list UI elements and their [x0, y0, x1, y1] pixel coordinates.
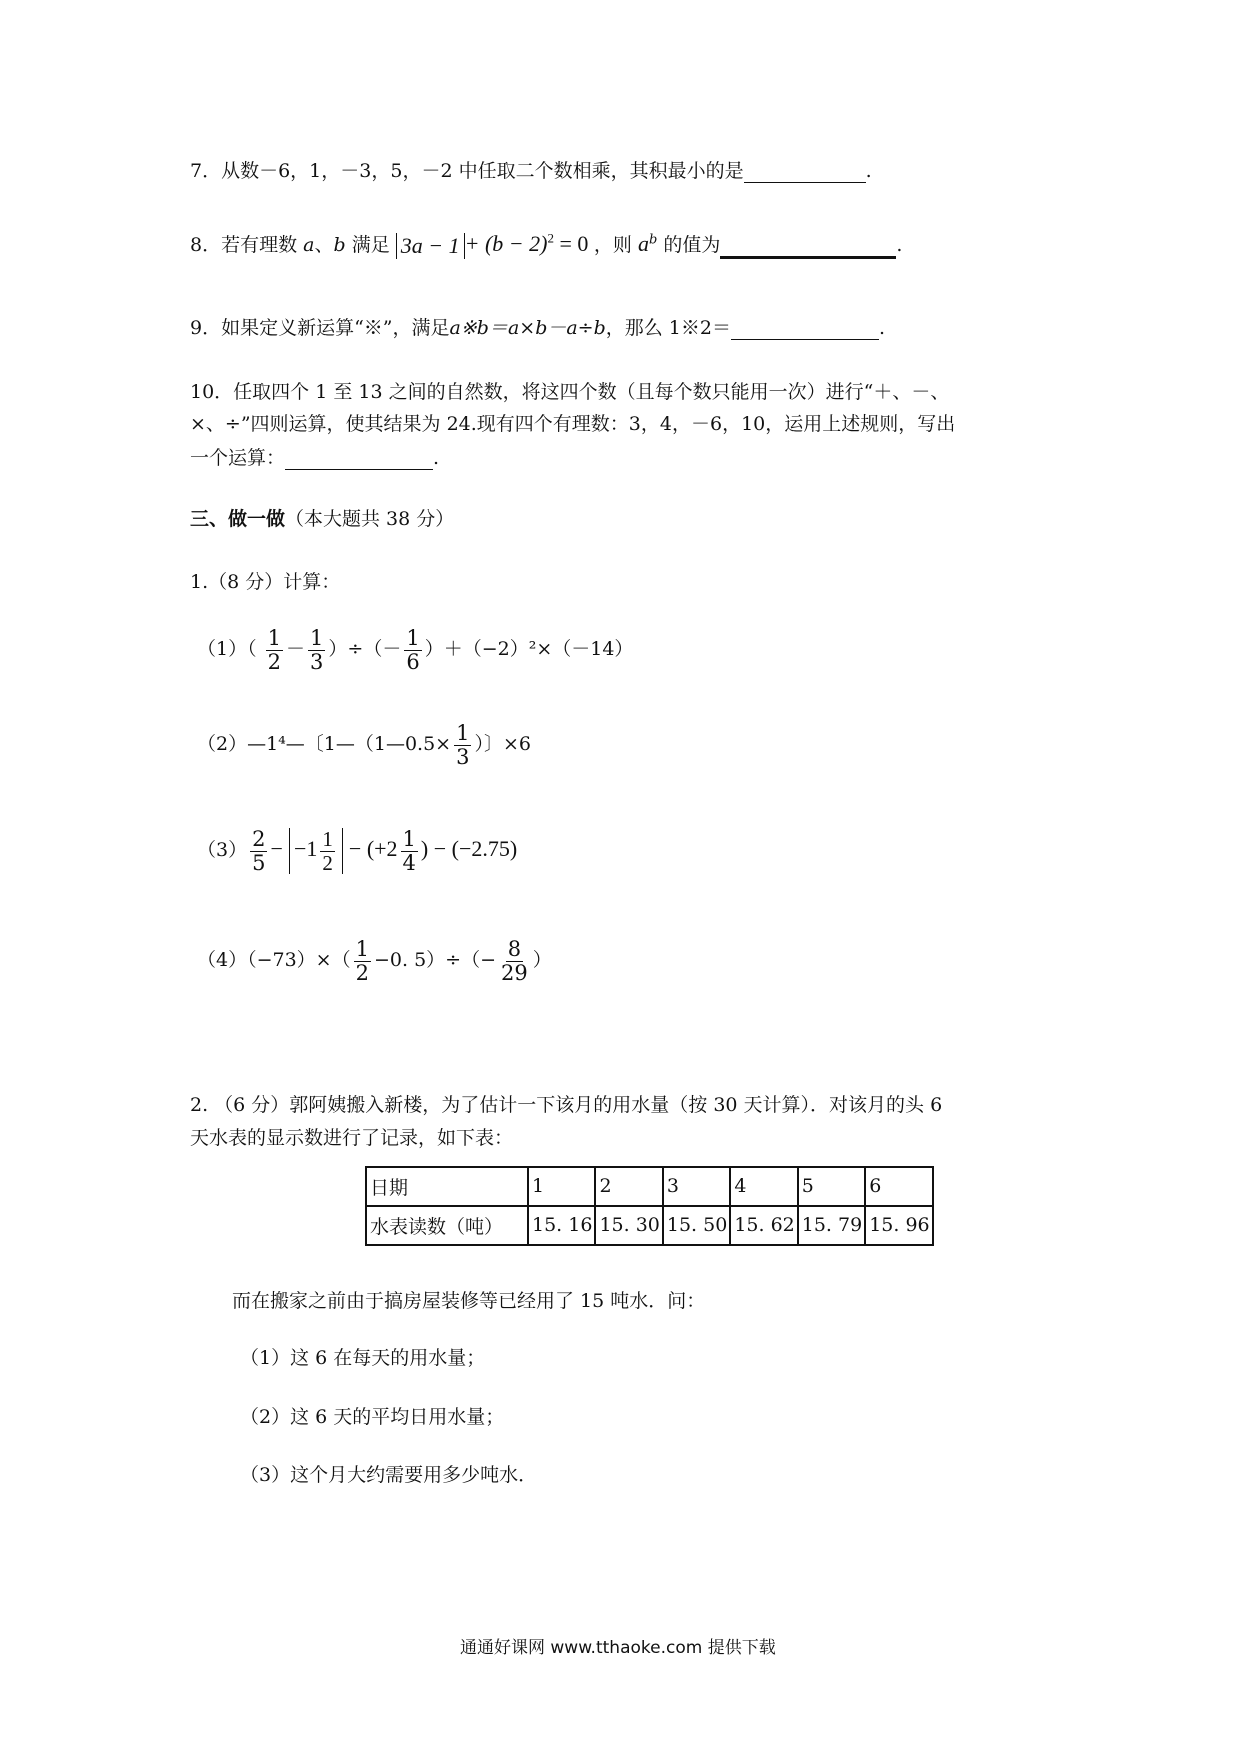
q9-then: ，那么 1※2＝ — [605, 317, 731, 339]
section-3-title: 三、做一做 — [190, 508, 286, 530]
q10-line-3-text: 一个运算： — [190, 447, 286, 469]
q8-square-exp: 2 — [547, 230, 554, 246]
q8-then: ，则 — [593, 234, 632, 256]
q8-value-label: 的值为 — [663, 234, 721, 256]
problem-2-q1: （1）这 6 在每天的用水量； — [240, 1347, 486, 1369]
p3-fraction-3 — [401, 828, 418, 874]
q9-blank[interactable] — [731, 317, 879, 340]
p1-f3-num: 1 — [406, 626, 420, 650]
q10-line-2: ×、÷”四则运算，使其结果为 24.现有四个有理数：3，4，－6，10，运用上述规则，写出 — [190, 413, 956, 435]
section-3-heading — [190, 504, 454, 531]
p1-f1-den: 2 — [267, 649, 282, 674]
q7-text: 7．从数－6，1，－3，5，－2 中任取二个数相乘，其积最小的是 — [190, 160, 744, 182]
problem-2-line-1: 2. （6 分）郭阿姨搬入新楼，为了估计一下该月的用水量（按 30 天计算）．对该月的头 6 — [190, 1094, 943, 1116]
p1-fraction-2 — [308, 627, 325, 673]
p4-label: （4）（−73）×（ — [197, 949, 351, 972]
p2-fraction — [454, 722, 471, 768]
p4-mid: −0. 5）÷（− — [373, 949, 497, 972]
water-meter-table — [365, 1166, 934, 1246]
section-3-note: （本大题共 38 分） — [285, 508, 455, 530]
q8-var-a: a — [303, 234, 315, 256]
q8-var-b: b — [333, 234, 346, 256]
p1-rest: ）＋（−2）²×（－14） — [424, 638, 634, 661]
problem-1-part-1 — [197, 627, 633, 673]
q10-end: . — [433, 447, 440, 469]
table-cell: 6 — [865, 1167, 932, 1206]
q9-text: 9．如果定义新运算“※”，满足 — [190, 317, 450, 339]
table-cell: 水表读数（吨） — [366, 1206, 528, 1245]
table-cell: 15. 16 — [528, 1206, 595, 1245]
q8-sep: 、 — [314, 234, 334, 256]
p4-f1-den: 2 — [355, 960, 369, 985]
q7-end: . — [865, 160, 872, 182]
p1-mid: ）÷（－ — [328, 638, 402, 661]
problem-2-q3: （3）这个月大约需要用多少吨水． — [240, 1464, 538, 1486]
p1-f2-num: 1 — [310, 626, 324, 650]
problem-2-line-2: 天水表的显示数进行了记录，如下表： — [190, 1127, 514, 1149]
q8-blank[interactable] — [720, 234, 896, 259]
p3-rest: ) − (−2.75) — [420, 836, 518, 862]
q10-line-1: 10．任取四个 1 至 13 之间的自然数，将这四个数（且每个数只能用一次）进行“＋、－、 — [190, 381, 950, 403]
question-8 — [190, 230, 902, 259]
table-cell: 4 — [730, 1167, 797, 1206]
problem-2-after: 而在搬家之前由于搞房屋装修等已经用了 15 吨水．问： — [232, 1290, 706, 1312]
p1-minus: － — [286, 638, 306, 661]
table-cell: 15. 96 — [865, 1206, 932, 1245]
p3-op2: − (+2 — [348, 836, 398, 862]
problem-1-part-2 — [197, 722, 531, 768]
q8-pow-exp: b — [648, 232, 658, 248]
problem-2-q2: （2）这 6 天的平均日用水量； — [240, 1406, 505, 1428]
p3-op1: − — [270, 836, 283, 862]
p3-fraction-2 — [320, 828, 335, 874]
p3-f3-den: 4 — [402, 850, 416, 875]
table-cell: 2 — [595, 1167, 662, 1206]
p4-f2-num: 8 — [507, 937, 522, 961]
p3-f2-den: 2 — [322, 850, 333, 875]
table-cell: 15. 30 — [595, 1206, 662, 1245]
table-row — [366, 1206, 933, 1245]
table-cell: 15. 79 — [798, 1206, 865, 1245]
table-cell: 3 — [663, 1167, 730, 1206]
p3-label: （3） — [197, 839, 248, 862]
p3-abs-pre: −1 — [293, 836, 318, 862]
q8-end: . — [896, 234, 903, 256]
p3-f1-num: 2 — [252, 827, 266, 851]
question-9 — [190, 313, 885, 340]
p1-fraction-3 — [404, 627, 421, 673]
p1-fraction-1 — [266, 627, 283, 673]
q8-mid: 满足 — [351, 234, 390, 256]
q8-equation — [396, 231, 594, 256]
problem-1-part-4 — [197, 938, 552, 984]
q8-abs-expr: 3a − 1 — [396, 233, 465, 259]
q10-line-3 — [190, 443, 439, 470]
table-cell: 5 — [798, 1167, 865, 1206]
question-7 — [190, 156, 872, 183]
p4-fraction-1 — [354, 938, 371, 984]
problem-1-title: 1.（8 分）计算： — [190, 571, 341, 593]
p3-f1-den: 5 — [252, 850, 266, 875]
table-cell: 15. 50 — [663, 1206, 730, 1245]
table-cell: 15. 62 — [730, 1206, 797, 1245]
p3-fraction-1 — [250, 828, 267, 874]
p1-f2-den: 3 — [310, 649, 324, 674]
p1-f1-num: 1 — [267, 626, 282, 650]
p2-label: （2）—1⁴—〔1—（1—0.5× — [197, 733, 452, 756]
q8-eq-zero: = 0 — [553, 231, 589, 256]
q8-prefix: 8．若有理数 — [190, 234, 298, 256]
q9-end: . — [878, 317, 886, 339]
p2-f-den: 3 — [456, 744, 470, 769]
p2-rest: ）〕×6 — [474, 733, 531, 756]
q8-square-expr: + (b − 2) — [464, 231, 548, 256]
p4-f1-num: 1 — [355, 937, 369, 961]
q7-blank[interactable] — [744, 160, 866, 183]
footer-text: 通通好课网 www.tthaoke.com 提供下载 — [460, 1638, 776, 1658]
table-row — [366, 1167, 933, 1206]
p4-f2-den: 29 — [501, 960, 528, 985]
q9-definition: a※b＝a×b－a÷b — [449, 317, 606, 339]
q10-blank[interactable] — [285, 447, 433, 470]
p1-label: （1）（ — [197, 638, 257, 661]
p4-fraction-2 — [499, 938, 530, 984]
p4-rest: ） — [532, 949, 552, 972]
q8-pow-base: a — [637, 231, 649, 256]
p2-f-num: 1 — [456, 721, 470, 745]
p1-f3-den: 6 — [406, 649, 420, 674]
table-cell: 1 — [528, 1167, 595, 1206]
p3-abs-value — [289, 828, 343, 874]
p3-f3-num: 1 — [402, 827, 416, 851]
table-cell: 日期 — [366, 1167, 528, 1206]
p3-f2-num: 1 — [322, 827, 333, 851]
problem-1-part-3 — [197, 828, 517, 874]
